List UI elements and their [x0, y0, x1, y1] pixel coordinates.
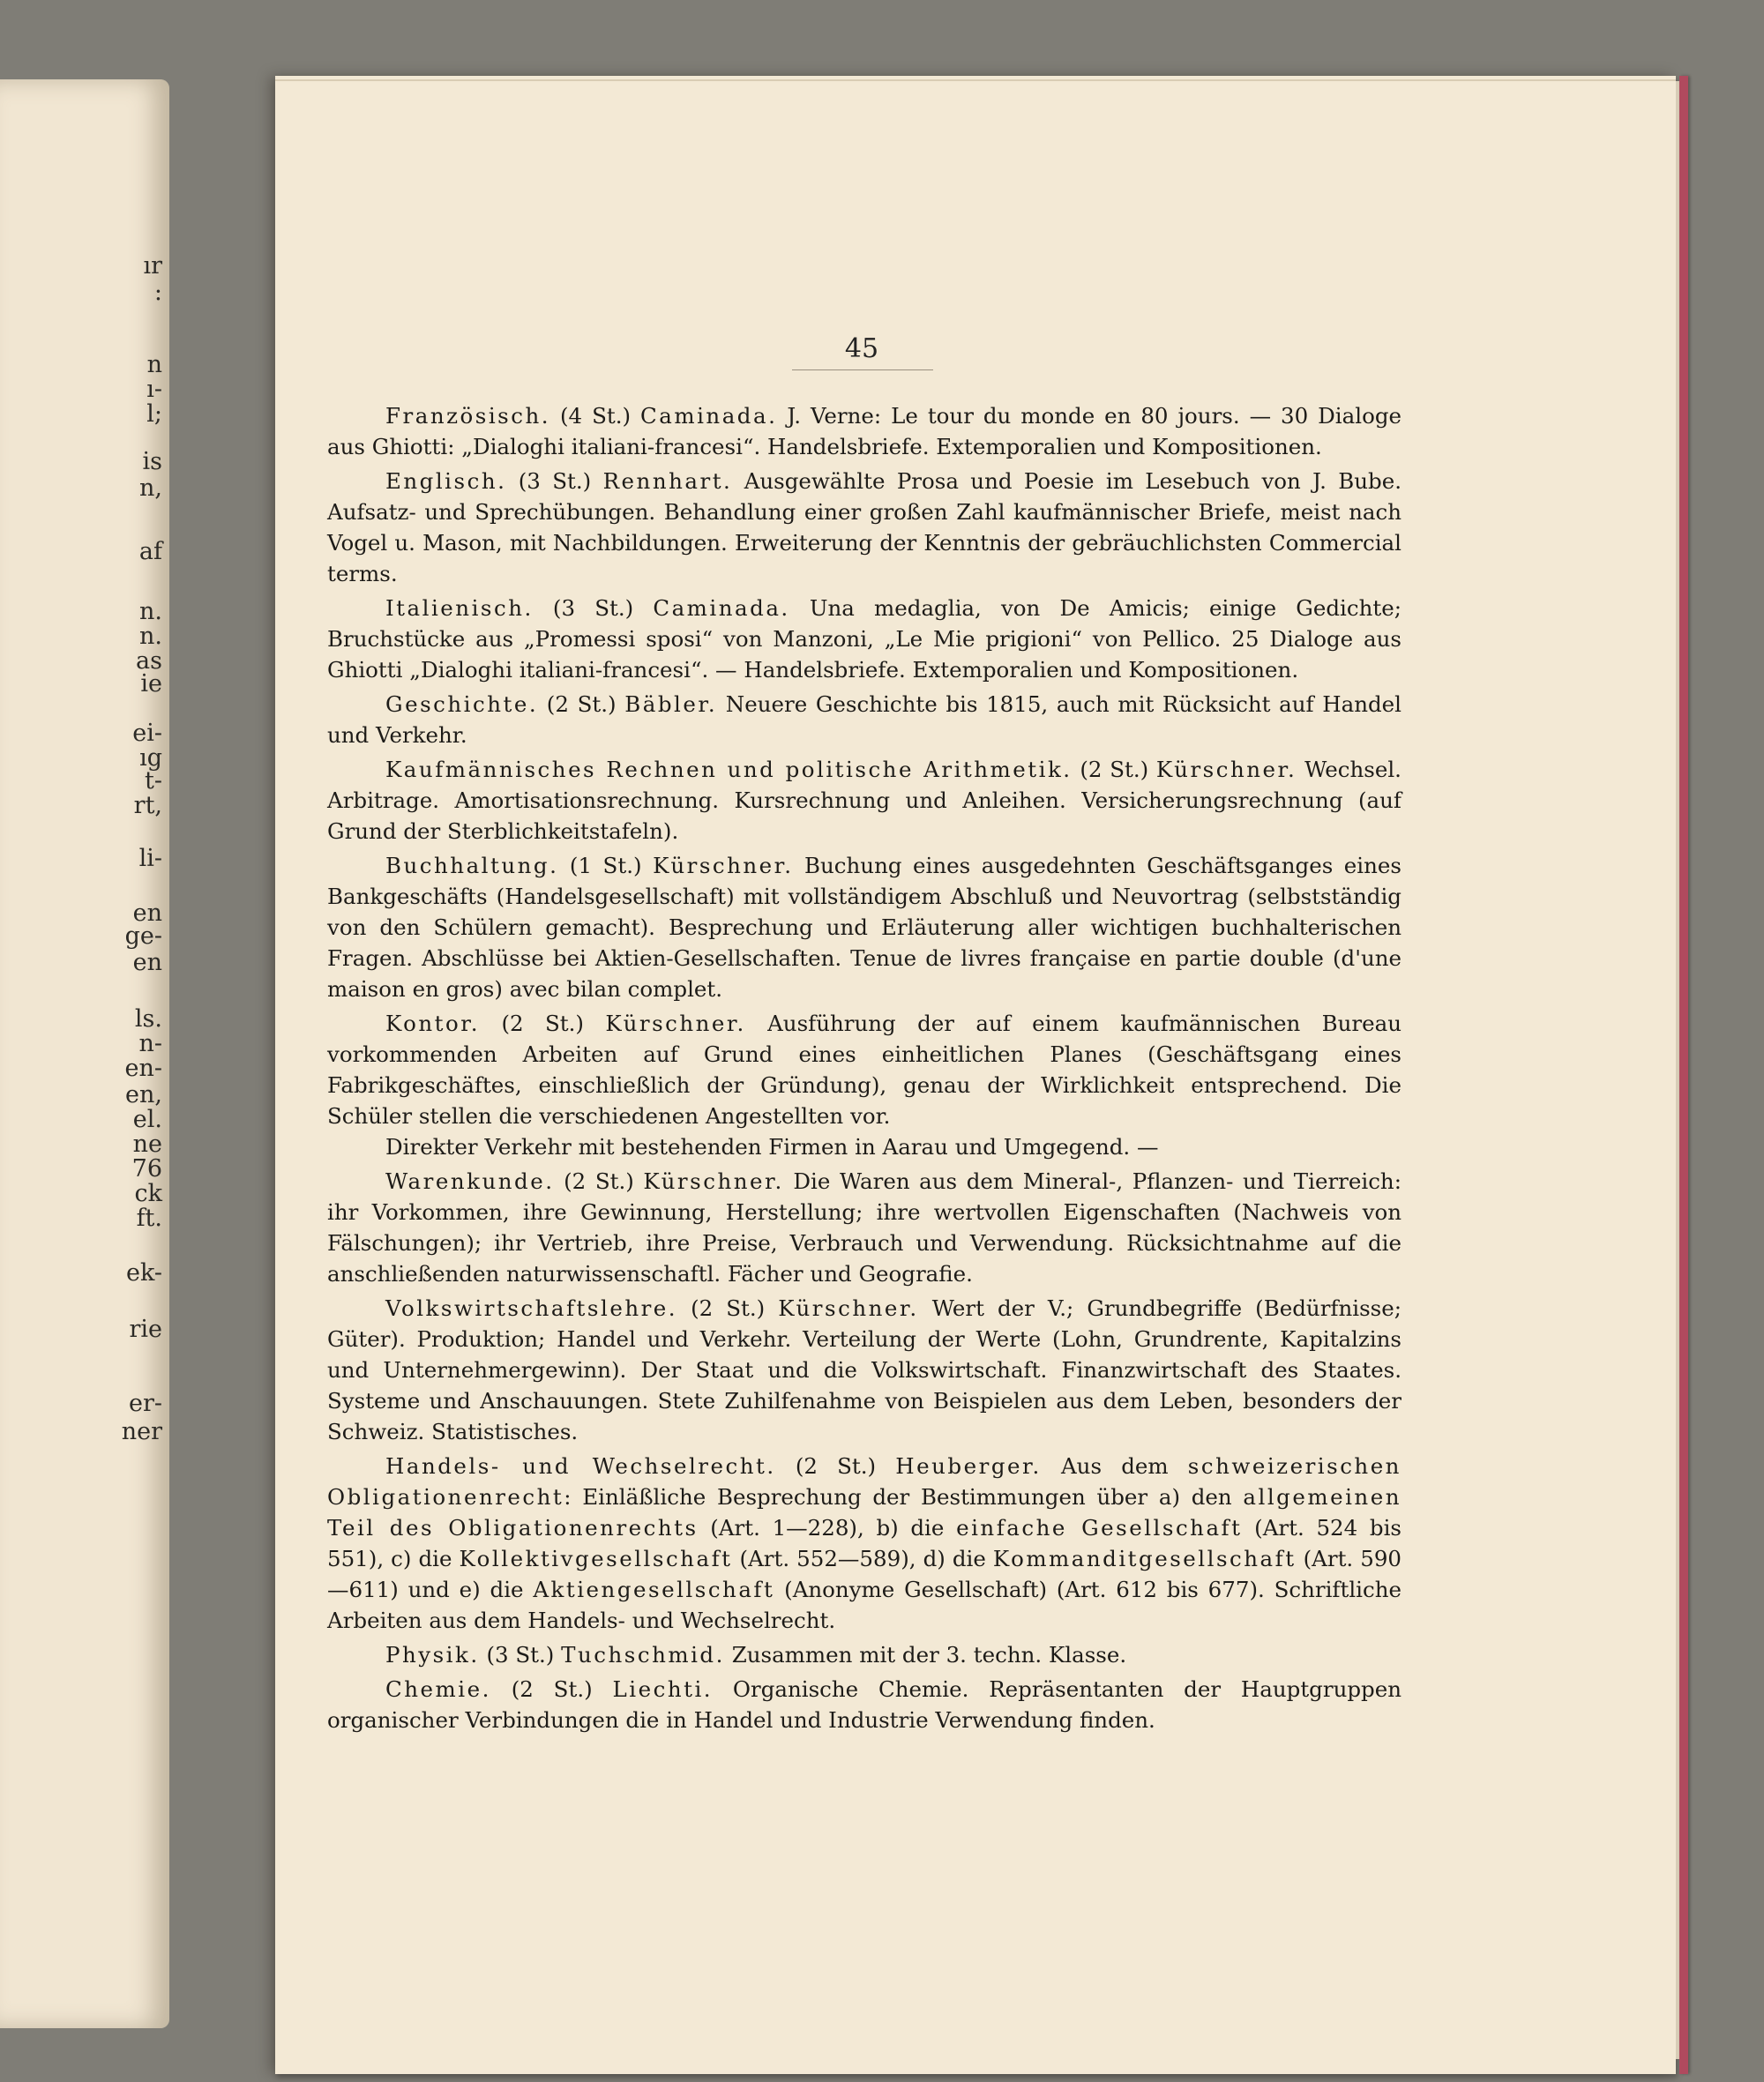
- section-body-9: (Art. 552—589), d) die: [732, 1546, 993, 1571]
- top-rule: [275, 79, 1676, 81]
- subject-heading: Kaufmännisches Rechnen und politische Arithmetik.: [385, 757, 1073, 782]
- section-kontor-verkehr: [327, 1131, 1401, 1162]
- subject-heading: Volkswirtschaftslehre.: [385, 1295, 678, 1321]
- section-body-6: einfache Gesellschaft: [956, 1515, 1243, 1541]
- page-number-rule: [792, 369, 933, 370]
- subject-heading: Handels- und Wechselrecht.: [385, 1453, 776, 1479]
- section-chemie: [327, 1674, 1401, 1735]
- left-page-fragment: ei-: [132, 720, 162, 747]
- left-page-fragment: el.: [132, 1106, 162, 1133]
- hours: (2 St.): [1080, 757, 1149, 782]
- teacher: Kürschner.: [643, 1168, 784, 1194]
- section-buchhaltung: [327, 850, 1401, 1004]
- left-page-fragment: n-: [138, 1030, 162, 1057]
- teacher: Kürschner.: [605, 1011, 746, 1036]
- section-handelsrecht: [327, 1451, 1401, 1636]
- left-page-fragment: t-: [145, 767, 162, 795]
- subject-heading: Italienisch.: [385, 595, 534, 621]
- subject-heading: Geschichte.: [385, 691, 539, 717]
- left-page-fragment: n,: [139, 474, 162, 502]
- left-page-fragment: n: [146, 351, 162, 378]
- subject-heading: Physik.: [385, 1642, 480, 1668]
- left-page-fragment: en,: [125, 1081, 162, 1108]
- hours: (3 St.): [486, 1642, 555, 1668]
- hours: (2 St.): [501, 1011, 584, 1036]
- left-page-fragment: ek-: [126, 1259, 162, 1287]
- section-body-11: (Art. 590—611) und e) die: [327, 1546, 1401, 1602]
- left-page-fragment: ne: [132, 1131, 162, 1158]
- hours: (2 St.): [691, 1295, 766, 1321]
- section-body: J. Verne: Le tour du monde en 80 jours. — 30 Dialoge aus Ghiotti: „Dialoghi italiani-francesi“. Handelsbriefe. Extemporalien und Kompositionen.: [327, 403, 1401, 459]
- teacher: Kürschner.: [653, 853, 794, 878]
- left-page-fragment: as: [136, 647, 162, 675]
- left-page-fragment: is: [142, 448, 162, 475]
- section-body-8: Kollektivgesellschaft: [459, 1546, 733, 1571]
- section-rechnen: [327, 754, 1401, 847]
- left-page-fragment: ck: [134, 1180, 162, 1207]
- page-number: 45: [844, 333, 879, 364]
- section-body: Direkter Verkehr mit bestehenden Firmen in Aarau und Umgegend. —: [385, 1134, 1159, 1160]
- left-page-fragment: 76: [131, 1155, 162, 1183]
- section-body: Neuere Geschichte bis 1815, auch mit Rücksicht auf Handel und Verkehr.: [327, 691, 1401, 748]
- left-page-fragment: n.: [139, 598, 162, 625]
- teacher: Bäbler.: [624, 691, 718, 717]
- hours: (1 St.): [569, 853, 642, 878]
- subject-heading: Buchhaltung.: [385, 853, 559, 878]
- section-body-7: (Art. 524 bis 551), c) die: [327, 1515, 1401, 1571]
- subject-heading: Warenkunde.: [385, 1168, 555, 1194]
- section-body: Buchung eines ausgedehnten Geschäftsganges eines Bankgeschäfts (Handelsgesellschaft) mit vollständigem Abschluß und Neuvortrag (selbstständig von den Schülern gemacht). Besprechung und Erläuterung aller wichtigen buchhalterischen Fragen. Abschlüsse bei Aktien-Gesellschaften. Tenue de livres française en partie double (d'une maison en gros) avec bilan complet.: [327, 853, 1401, 1002]
- left-page-fragment: ır: [143, 252, 162, 280]
- teacher: Heuberger.: [895, 1453, 1042, 1479]
- left-page-fragment: ls.: [134, 1005, 162, 1033]
- section-volkswirtschaft: [327, 1293, 1401, 1447]
- teacher: Caminada.: [653, 595, 790, 621]
- section-italienisch: [327, 593, 1401, 685]
- section-body: Organische Chemie. Repräsentanten der Hauptgruppen organischer Verbindungen die in Handel und Industrie Verwendung finden.: [327, 1676, 1401, 1733]
- section-body-1: Aus dem: [1060, 1453, 1188, 1479]
- section-body: Zusammen mit der 3. techn. Klasse.: [731, 1642, 1127, 1668]
- document-page: [275, 76, 1676, 2074]
- left-page-fragment: ner: [121, 1418, 162, 1445]
- teacher: Tuchschmid.: [561, 1642, 725, 1668]
- left-page-fragment: ı-: [146, 376, 162, 403]
- hours: (3 St.): [552, 595, 634, 621]
- section-franzoesisch: [327, 400, 1401, 462]
- left-page-fragment: ge-: [124, 922, 162, 950]
- hours: (2 St.): [795, 1453, 877, 1479]
- section-body-2: schweizerischen Obligationenrecht: [327, 1453, 1401, 1510]
- hours: (2 St.): [511, 1676, 593, 1702]
- subject-heading: Englisch.: [385, 468, 507, 494]
- section-body-3: : Einläßliche Besprechung der Bestimmungen über a) den: [564, 1484, 1244, 1510]
- section-kontor: [327, 1008, 1401, 1131]
- section-body: Ausführung der auf einem kaufmännischen Bureau vorkommenden Arbeiten auf Grund eines einheitlichen Planes (Geschäftsgang eines Fabrikgeschäftes, einschließlich der Gründung), genau der Wirklichkeit entsprechend. Die Schüler stellen die verschiedenen Angestellten vor.: [327, 1011, 1401, 1129]
- left-page-fragment: rt,: [133, 792, 162, 819]
- left-page-fragment: ie: [140, 670, 162, 698]
- section-physik: [327, 1639, 1401, 1670]
- teacher: Kürschner.: [1155, 757, 1297, 782]
- left-page-fragment: en-: [124, 1055, 162, 1082]
- section-body: Ausgewählte Prosa und Poesie im Lesebuch von J. Bube. Aufsatz- und Sprechübungen. Behandlung einer großen Zahl kaufmännischer Briefe, meist nach Vogel u. Mason, mit Nachbildungen. Erweiterung der Kenntnis der gebräuchlichsten Commercial terms.: [327, 468, 1401, 586]
- hours: (4 St.): [559, 403, 632, 429]
- left-page-fragment: li-: [138, 845, 162, 872]
- teacher: Kürschner.: [778, 1295, 919, 1321]
- section-body: Una medaglia, von De Amicis; einige Gedichte; Bruchstücke aus „Promessi sposi“ von Manzoni, „Le Mie prigioni“ von Pellico. 25 Dialoge aus Ghiotti „Dialoghi italiani-francesi“. — Handelsbriefe. Extemporalien und Kompositionen.: [327, 595, 1401, 683]
- left-page-fragment: l;: [146, 400, 162, 428]
- section-body: Wechsel. Arbitrage. Amortisationsrechnung. Kursrechnung und Anleihen. Versicherungsrechnung (auf Grund der Sterblichkeitstafeln).: [327, 757, 1401, 844]
- left-page-fragment: er-: [128, 1390, 162, 1417]
- section-body-10: Kommanditgesellschaft: [992, 1546, 1297, 1571]
- section-body: Wert der V.; Grundbegriffe (Bedürfnisse; Güter). Produktion; Handel und Verkehr. Verteilung der Werte (Lohn, Grundrente, Kapitalzins und Unternehmergewinn). Der Staat und die Volkswirtschaft. Finanzwirtschaft des Staates. Systeme und Anschauungen. Stete Zuhilfenahme von Beispielen aus dem Leben, besonders der Schweiz. Statistisches.: [327, 1295, 1401, 1444]
- hours: (2 St.): [564, 1168, 634, 1194]
- binding-edge: [1679, 76, 1688, 2074]
- left-page-fragment: :: [153, 279, 162, 306]
- section-body-13: (Anonyme Gesellschaft) (Art. 612 bis 677). Schriftliche Arbeiten aus dem Handels- und Wechselrecht.: [327, 1577, 1401, 1633]
- section-body-5: (Art. 1—228), b) die: [698, 1515, 957, 1541]
- left-page-fragment: rie: [129, 1316, 162, 1343]
- left-page-fragment: af: [138, 538, 162, 565]
- section-body-12: Aktiengesellschaft: [533, 1577, 775, 1602]
- section-warenkunde: [327, 1166, 1401, 1289]
- section-englisch: [327, 466, 1401, 589]
- subject-heading: Chemie.: [385, 1676, 491, 1702]
- teacher: Caminada.: [640, 403, 778, 429]
- section-body-4: allgemeinen Teil des Obligationenrechts: [327, 1484, 1401, 1541]
- curriculum-text: [327, 400, 1401, 1739]
- left-page-fragment: ıg: [139, 744, 162, 772]
- left-page-edge: [0, 79, 169, 2028]
- subject-heading: Französisch.: [385, 403, 551, 429]
- hours: (3 St.): [518, 468, 592, 494]
- left-page-fragment: ft.: [136, 1205, 162, 1232]
- left-page-fragment: n.: [139, 623, 162, 650]
- hours: (2 St.): [546, 691, 617, 717]
- left-page-fragment: en: [132, 949, 162, 976]
- section-body: Die Waren aus dem Mineral-, Pflanzen- und Tierreich: ihr Vorkommen, ihre Gewinnung, Herstellung; ihre wertvollen Eigenschaften (Nachweis von Fälschungen); ihr Vertrieb, ihre Preise, Verbrauch und Verwendung. Rücksichtnahme auf die anschließenden naturwissenschaftl. Fächer und Geografie.: [327, 1168, 1401, 1287]
- teacher: Rennhart.: [602, 468, 733, 494]
- subject-heading: Kontor.: [385, 1011, 481, 1036]
- teacher: Liechti.: [612, 1676, 714, 1702]
- section-geschichte: [327, 689, 1401, 750]
- left-page-fragment: en: [132, 899, 162, 927]
